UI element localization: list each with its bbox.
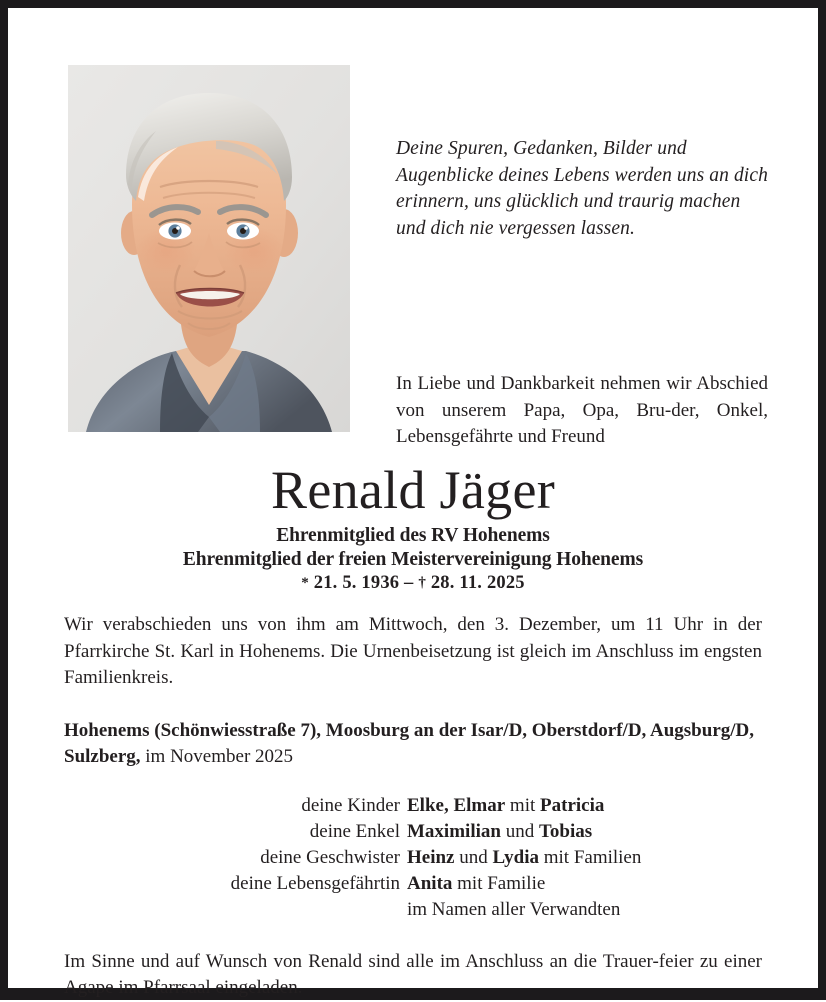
list-item [64,819,762,845]
birth-date: 21. 5. 1936 [313,573,400,593]
birth-symbol-icon: * [301,575,309,591]
memorial-quote: Deine Spuren, Gedanken, Bilder und Augenblicke deines Lebens werden uns an dich erinnern, uns glücklich und traurig machen und dich nie vergessen lassen. [396,138,768,239]
survivors-list [64,793,762,923]
honor-line-2: Ehrenmitglied der freien Meistervereinigung Hohenems [182,548,644,570]
body-column [64,612,762,1002]
deceased-name: Renald Jäger [271,460,555,520]
death-date: 28. 11. 2025 [430,573,525,593]
relation-label: deine Kinder [301,794,400,816]
relation-label: deine Lebensgefährtin [230,872,400,894]
list-item [64,897,762,923]
portrait-illustration [68,65,350,432]
address-places: Hohenems (Schönwiesstraße 7), Moosburg an der Isar/D, Oberstdorf/D, Augsburg/D, Sulzberg, [64,719,755,767]
relative-names: Elke, Elmar mit Patricia [407,794,605,816]
agape-invitation: Im Sinne und auf Wunsch von Renald sind alle im Anschluss an die Trauer-feier zu einer Agape im Pfarrsaal eingeladen. [64,950,762,998]
funeral-details: Wir verabschieden uns von ihm am Mittwoch, den 3. Dezember, um 11 Uhr in der Pfarrkirche St. Karl in Hohenems. Die Urnenbeisetzung ist gleich im Anschluss im engsten Familienkreis. [64,614,762,688]
farewell-intro: In Liebe und Dankbarkeit nehmen wir Abschied von unserem Papa, Opa, Bru-der, Onkel, Lebensgefährte und Freund [396,373,768,447]
honor-line-1: Ehrenmitglied des RV Hohenems [276,525,550,546]
address-date: im November 2025 [140,746,294,767]
address-block [64,718,762,771]
list-item [64,793,762,819]
top-zone [8,8,818,448]
notice-sheet [8,8,818,998]
relation-label: deine Enkel [309,820,400,842]
cross-symbol-icon: † [418,575,427,591]
list-item [64,845,762,871]
name-block [8,460,818,595]
life-dates [8,572,818,595]
relative-names: im Namen aller Verwandten [407,898,621,920]
relation-label: deine Geschwister [260,846,400,868]
list-item [64,871,762,897]
relative-names: Heinz und Lydia mit Familien [407,846,642,868]
relative-names: Anita mit Familie [407,872,546,894]
date-separator: – [404,573,414,593]
portrait-photo [68,65,350,432]
relative-names: Maximilian und Tobias [407,820,593,842]
